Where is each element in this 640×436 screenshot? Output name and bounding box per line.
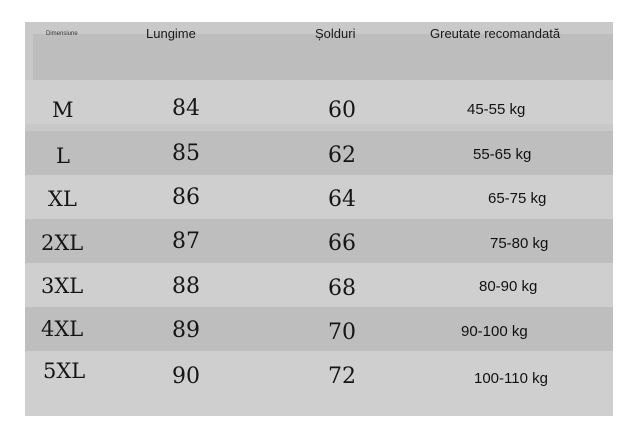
- cell-weight: 55-65 kg: [473, 146, 532, 163]
- header-size: Dimensiune: [46, 31, 78, 37]
- cell-length: 90: [172, 364, 200, 389]
- cell-size: 2XL: [41, 231, 84, 255]
- cell-hips: 66: [328, 231, 356, 256]
- cell-hips: 68: [328, 276, 356, 301]
- cell-hips: 62: [328, 143, 356, 168]
- cell-length: 86: [172, 185, 200, 210]
- cell-size: 5XL: [43, 359, 86, 383]
- cell-hips: 70: [328, 320, 356, 345]
- cell-weight: 65-75 kg: [488, 190, 547, 207]
- cell-size: XL: [48, 187, 77, 211]
- cell-size: 3XL: [41, 274, 84, 298]
- header-hips: Șolduri: [315, 26, 356, 41]
- cell-length: 85: [172, 141, 200, 166]
- cell-weight: 80-90 kg: [479, 278, 538, 295]
- cell-size: 4XL: [41, 317, 84, 341]
- cell-length: 84: [172, 96, 200, 121]
- cell-hips: 60: [328, 98, 356, 123]
- cell-hips: 64: [328, 187, 356, 212]
- cell-weight: 45-55 kg: [467, 101, 526, 118]
- size-table: [25, 22, 613, 416]
- cell-length: 87: [172, 229, 200, 254]
- cell-hips: 72: [328, 364, 356, 389]
- cell-weight: 90-100 kg: [461, 323, 528, 340]
- cell-size: L: [56, 144, 70, 168]
- header-length: Lungime: [146, 26, 196, 41]
- cell-length: 89: [172, 318, 200, 343]
- cell-length: 88: [172, 274, 200, 299]
- cell-weight: 100-110 kg: [474, 370, 548, 387]
- cell-weight: 75-80 kg: [490, 235, 549, 252]
- cell-size: M: [52, 98, 74, 122]
- header-weight: Greutate recomandată: [430, 26, 561, 41]
